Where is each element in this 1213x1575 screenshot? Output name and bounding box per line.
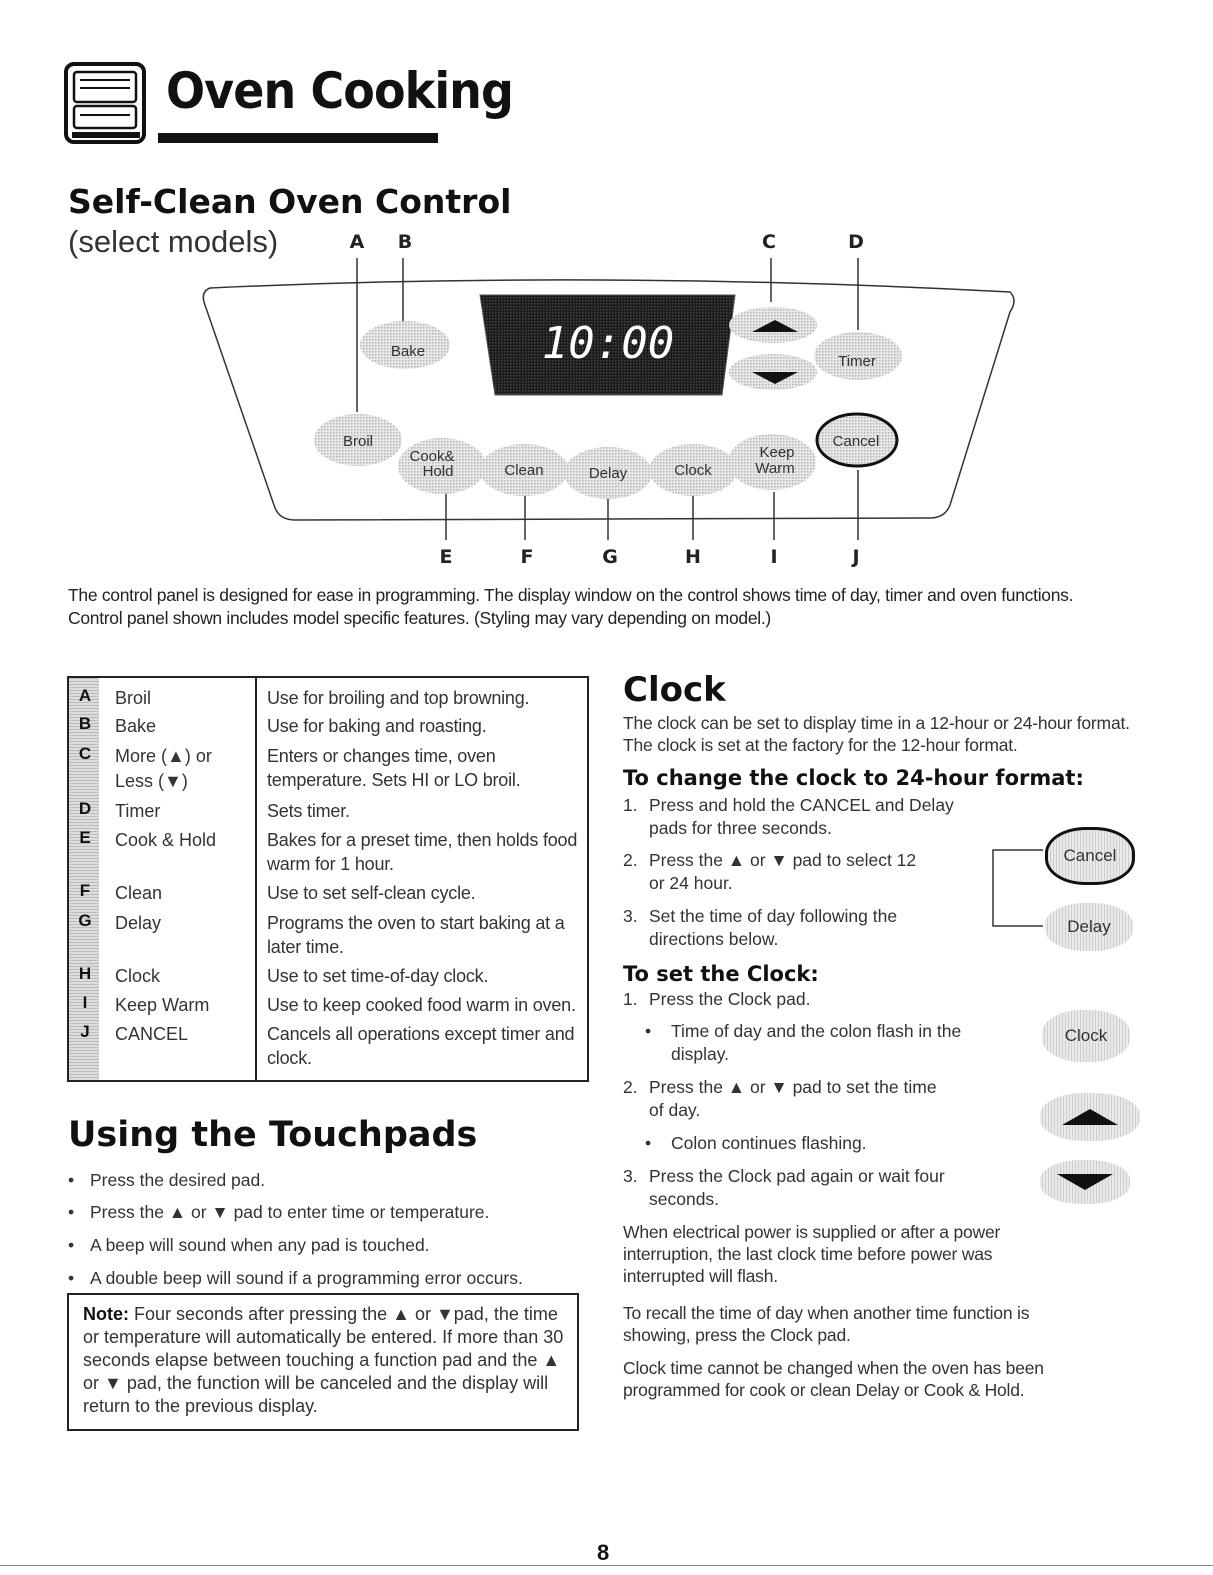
list-item: • A double beep will sound if a programming error occurs.	[68, 1268, 523, 1288]
row-key: H	[78, 964, 92, 983]
step-text: Press the Clock pad.	[649, 989, 811, 1009]
broil-pad-label: Broil	[342, 433, 374, 450]
row-name: CANCEL	[115, 1024, 189, 1044]
row-desc: Bakes for a preset time, then holds food warm for 1 hour.	[267, 830, 578, 874]
callout-d: D	[848, 231, 864, 253]
keep-warm-pad-label-1: Keep	[759, 444, 795, 461]
step-text: Colon continues flashing.	[671, 1133, 867, 1153]
step-text: Press the Clock pad again or wait four seconds.	[649, 1166, 945, 1209]
side-less-pad	[1040, 1160, 1130, 1204]
clock-intro: The clock can be set to display time in a 12-hour or 24-hour format. The clock is set at the factory for the 12-hour format.	[623, 713, 1130, 755]
row-key: B	[78, 714, 92, 733]
row-desc: Cancels all operations except timer and clock.	[267, 1024, 575, 1068]
section-subtitle: (select models)	[68, 224, 279, 259]
side-more-pad	[1040, 1093, 1140, 1141]
list-item: • Press the ▲ or ▼ pad to enter time or temperature.	[68, 1202, 490, 1222]
side-cancel-pad: Cancel	[1045, 827, 1135, 885]
row-name: Clock	[115, 966, 161, 986]
bullet-text: Press the desired pad.	[90, 1170, 266, 1190]
row-desc: Programs the oven to start baking at a later time.	[267, 913, 565, 957]
list-item: 3. Set the time of day following the directions below.	[623, 905, 939, 951]
row-key: D	[78, 799, 92, 818]
page-header-title: Oven Cooking	[166, 62, 514, 120]
clock-para-1: When electrical power is supplied or after a power interruption, the last clock time before power was interrupted will flash.	[623, 1222, 1001, 1286]
callout-g: G	[602, 546, 618, 568]
bullet-text: A beep will sound when any pad is touched.	[90, 1235, 430, 1255]
arrow-down-icon	[1057, 1174, 1113, 1190]
row-key: J	[80, 1022, 90, 1041]
intro-line-1: The control panel is designed for ease in programming. The display window on the control shows time of day, timer and oven functions.	[68, 585, 1074, 605]
row-desc: Enters or changes time, oven temperature. Sets HI or LO broil.	[267, 746, 521, 790]
callout-c: C	[762, 231, 776, 253]
row-name: Delay	[115, 913, 162, 933]
list-item: 1. Press and hold the CANCEL and Delay pads for three seconds.	[623, 794, 979, 840]
list-item: • Press the desired pad.	[68, 1170, 266, 1190]
list-item: 1. Press the Clock pad.	[623, 989, 811, 1009]
page-number: 8	[597, 1540, 610, 1565]
row-desc: Use for baking and roasting.	[267, 716, 487, 736]
row-key: F	[79, 881, 91, 900]
bullet-text: Press the ▲ or ▼ pad to enter time or temperature.	[90, 1202, 490, 1222]
timer-pad-label: Timer	[838, 353, 876, 370]
row-desc: Use for broiling and top browning.	[267, 688, 530, 708]
cancel-pad-label: Cancel	[832, 433, 880, 450]
callout-h: H	[685, 546, 701, 568]
row-name: Clean	[115, 883, 163, 903]
row-key: G	[78, 911, 92, 930]
row-key: E	[79, 828, 91, 847]
bullet-text: A double beep will sound if a programming error occurs.	[90, 1268, 523, 1288]
list-item: 2. Press the ▲ or ▼ pad to set the time of day.	[623, 1076, 939, 1122]
row-desc: Sets timer.	[267, 801, 350, 821]
clock-para-3: Clock time cannot be changed when the oven has been programmed for cook or clean Delay or Cook & Hold.	[623, 1358, 1044, 1400]
cook-hold-pad-label-1: Cook&	[409, 448, 455, 465]
callout-e: E	[439, 546, 453, 568]
clean-pad-label: Clean	[504, 462, 544, 479]
feature-table	[67, 676, 589, 1082]
row-name: More (▲) or Less (▼)	[115, 746, 212, 791]
row-desc: Use to set self-clean cycle.	[267, 883, 476, 903]
side-delay-pad: Delay	[1045, 903, 1133, 951]
set-clock-heading: To set the Clock:	[623, 962, 819, 986]
intro-line-2: Control panel shown includes model specific features. (Styling may vary depending on model.)	[68, 608, 771, 628]
row-key: C	[78, 744, 92, 763]
cook-hold-pad-label-2: Hold	[422, 463, 454, 480]
keep-warm-pad-label-2: Warm	[755, 460, 795, 477]
callout-j: J	[852, 546, 860, 568]
clock-pad-label: Clock	[674, 462, 712, 479]
row-key: A	[78, 686, 92, 705]
callout-i: I	[770, 546, 778, 568]
note-text: Four seconds after pressing the ▲ or ▼pad, the time or temperature will automatically be entered. If more than 30 seconds elapse between touching a function pad and the ▲ or ▼ pad, the function will be canceled and the display will return to the previous display.	[83, 1304, 564, 1416]
section-title: Self-Clean Oven Control	[68, 182, 512, 221]
note-label: Note:	[83, 1304, 129, 1324]
step-text: Press the ▲ or ▼ pad to set the time of day.	[649, 1077, 937, 1120]
list-item: • Time of day and the colon flash in the display.	[645, 1020, 1001, 1066]
h24-heading: To change the clock to 24-hour format:	[623, 766, 1084, 790]
list-item: • A beep will sound when any pad is touched.	[68, 1235, 430, 1255]
step-text: Time of day and the colon flash in the display.	[671, 1021, 962, 1064]
row-name: Broil	[115, 688, 152, 708]
arrow-up-icon	[1062, 1109, 1118, 1125]
key-column	[69, 678, 99, 1080]
step-text: Press the ▲ or ▼ pad to select 12 or 24 hour.	[649, 850, 917, 893]
touchpads-heading: Using the Touchpads	[68, 1115, 478, 1155]
clock-para-2: To recall the time of day when another time function is showing, press the Clock pad.	[623, 1303, 1030, 1345]
display-readout: 10:00	[541, 318, 675, 369]
row-name: Keep Warm	[115, 995, 210, 1015]
row-key: I	[82, 993, 88, 1012]
row-desc: Use to set time-of-day clock.	[267, 966, 489, 986]
list-item: 3. Press the Clock pad again or wait four seconds.	[623, 1165, 989, 1211]
footer-rule	[0, 1565, 1213, 1566]
callout-f: F	[520, 546, 534, 568]
header-rule	[158, 133, 438, 143]
note-box	[67, 1293, 579, 1431]
step-text: Set the time of day following the directions below.	[649, 906, 898, 949]
table-divider	[255, 678, 257, 1080]
callout-a: A	[349, 231, 365, 253]
step-text: Press and hold the CANCEL and Delay pads for three seconds.	[649, 795, 954, 838]
side-clock-pad: Clock	[1042, 1010, 1130, 1062]
row-name: Bake	[115, 716, 157, 736]
bake-pad-label: Bake	[390, 343, 426, 360]
callout-b: B	[397, 231, 413, 253]
list-item: • Colon continues flashing.	[645, 1133, 867, 1153]
row-desc: Use to keep cooked food warm in oven.	[267, 995, 576, 1015]
row-name: Timer	[115, 801, 161, 821]
list-item: 2. Press the ▲ or ▼ pad to select 12 or 24 hour.	[623, 849, 934, 895]
delay-pad-label: Delay	[588, 465, 628, 482]
control-panel-diagram	[0, 225, 1213, 570]
row-name: Cook & Hold	[115, 830, 217, 850]
clock-heading: Clock	[623, 670, 726, 710]
oven-icon	[62, 60, 150, 148]
